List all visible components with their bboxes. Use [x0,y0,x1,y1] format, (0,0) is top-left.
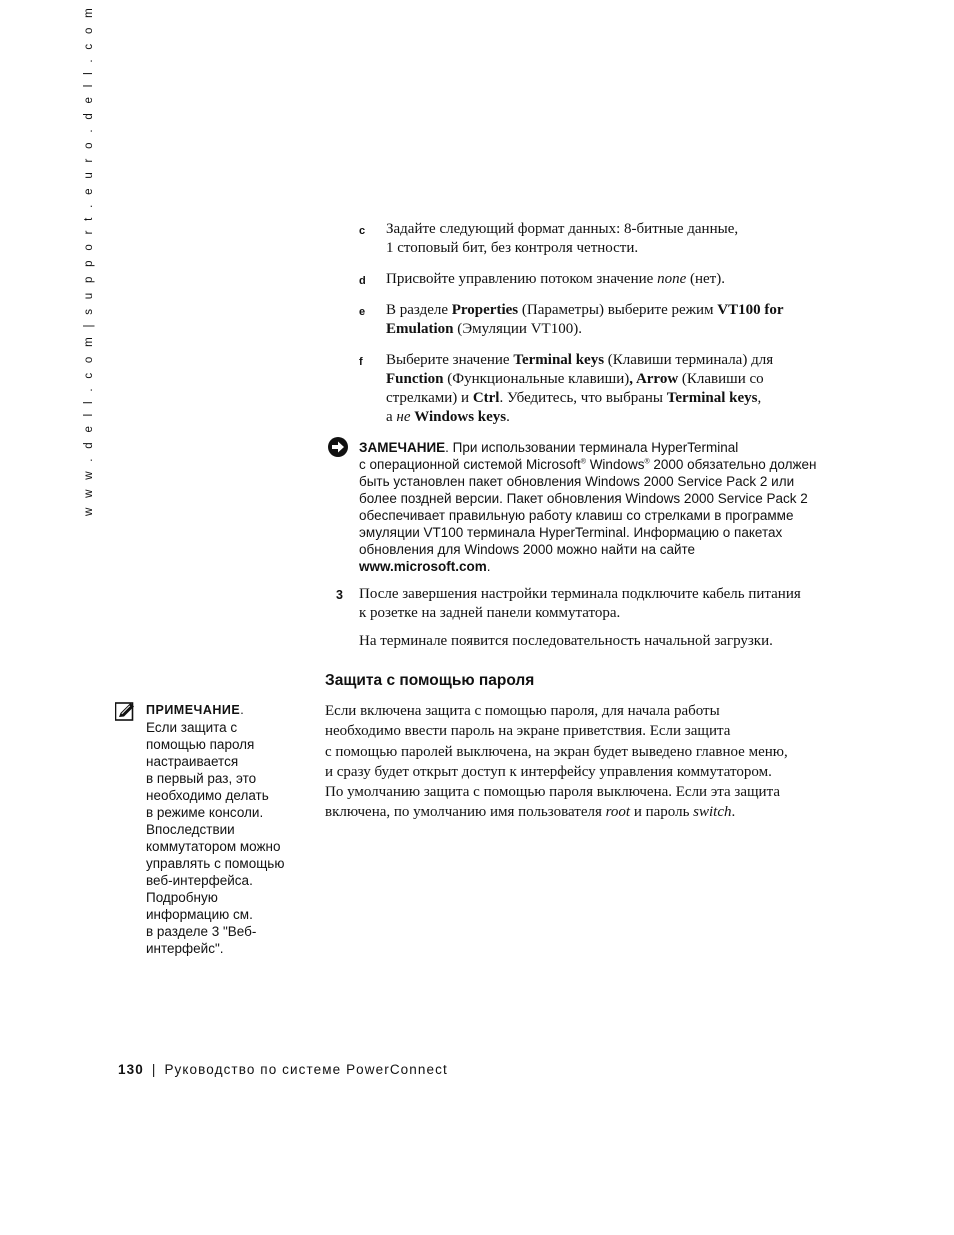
note-line: в разделе 3 "Веб- [146,924,257,939]
default-username: root [605,804,631,821]
step-line: Задайте следующий формат данных: 8-битные данные, [386,221,739,237]
section-heading: Защита с помощью пароля [325,672,535,689]
note-line: в первый раз, это [146,771,257,786]
note-line: управлять с помощью [146,856,285,871]
note-body [146,719,306,957]
footer-title: Руководство по системе PowerConnect [164,1062,448,1077]
note-line: в режиме консоли. [146,805,264,820]
note-line: веб-интерфейса. [146,873,253,888]
note-line: Если защита с [146,720,238,735]
step-letter: d [359,275,366,287]
notice-arrow-icon [327,436,349,458]
step-letter: c [359,225,366,237]
notice-label: ЗАМЕЧАНИЕ [359,440,446,455]
note-label: ПРИМЕЧАНИЕ. [146,703,245,717]
note-pencil-icon [115,702,135,721]
note-line: коммутатором можно [146,839,281,854]
note-line: настраивается [146,754,239,769]
footer-separator: | [151,1062,157,1077]
step-text: В разделе Properties (Параметры) выберите режим VT100 for Emulation (Эмуляции VT100). [386,302,784,337]
note-line: интерфейс". [146,941,224,956]
section-body: Если включена защита с помощью пароля, для начала работы необходимо ввести пароль на экране приветствия. Если защита с помощью паролей выключена, на экран будет выведено главное меню, и сразу будет открыт доступ к интерфейсу управления коммутатором. По умолчанию защита с помощью пароля выключена. Если эта защита включена, по умолчанию имя пользователя root и пароль switch. [325,703,788,821]
default-password: switch [693,804,732,821]
page-footer [118,1062,448,1077]
step-letter: f [359,356,363,368]
page-number: 130 [118,1062,144,1077]
note-line: Впоследствии [146,822,235,837]
step-line: 1 стоповый бит, без контроля четности. [386,240,639,256]
step-3-text: После завершения настройки терминала подключите кабель питания к розетке на задней панели коммутатора. [359,586,801,621]
note-line: информацию см. [146,907,253,922]
side-url: w w w . d e l l . c o m | s u p p o r t . e u r o . d e l l . c o m [83,4,95,516]
note-line: необходимо делать [146,788,269,803]
microsoft-link: www.microsoft.com [359,559,487,574]
note-line: Подробную [146,890,218,905]
step-text: Присвойте управлению потоком значение none (нет). [386,271,725,287]
step-letter: e [359,306,366,318]
step-number: 3 [336,588,343,602]
notice-block: ЗАМЕЧАНИЕ. При использовании терминала HyperTerminal с операционной системой Microsoft® Windows® 2000 обязательно должен быть установлен пакет обновления Windows 2000 Service Pack 2 или более поздней версии. Пакет обновления Windows 2000 Service Pack 2 обеспечивает правильную работу клавиш со стрелками в программе эмуляции VT100 терминала HyperTerminal. Информацию о пакетах обновления для Windows 2000 можно найти на сайте www.microsoft.com. [359,440,817,574]
step-text [386,220,738,258]
note-line: помощью пароля [146,737,255,752]
step-3-result: На терминале появится последовательность начальной загрузки. [359,633,773,649]
step-text: Выберите значение Terminal keys (Клавиши терминала) для Function (Функциональные клавиши), Arrow (Клавиши со стрелками) и Ctrl. Убедитесь, что выбраны Terminal keys, а не Windows keys. [386,352,774,425]
